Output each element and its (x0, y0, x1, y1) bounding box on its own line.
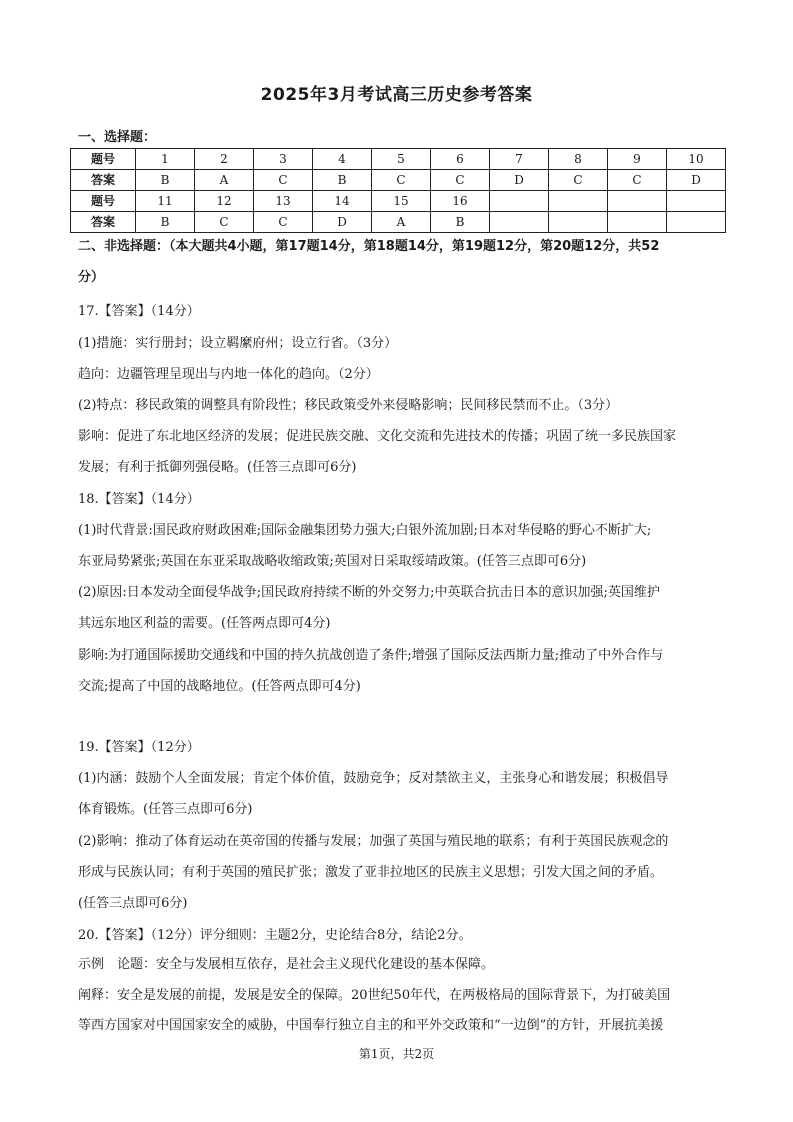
q19-line: (2)影响：推动了体育运动在英帝国的传播与发展；加强了英国与殖民地的联系；有利于英国民族观念的 (78, 834, 669, 849)
answer-table-cell: A (195, 170, 254, 191)
answer-table-cell (549, 191, 608, 212)
answer-table-cell: 5 (372, 149, 431, 170)
q18-line: 影响:为打通国际援助交通线和中国的持久抗战创造了条件;增强了国际反法西斯力量;推动了中外合作与 (78, 648, 664, 663)
q17-line: (1)措施：实行册封；设立羁縻府州；设立行省。（3分） (78, 336, 398, 351)
answer-table-cell: 4 (313, 149, 372, 170)
answer-table (70, 148, 726, 233)
answer-table-cell: 8 (549, 149, 608, 170)
answer-table-cell (490, 212, 549, 233)
answer-table-cell (667, 191, 726, 212)
answer-table-cell: 3 (254, 149, 313, 170)
q17-line: (2)特点：移民政策的调整具有阶段性；移民政策受外来侵略影响；民间移民禁而不止。（3分） (78, 398, 619, 413)
answer-table-cell: C (549, 170, 608, 191)
q17-line: 影响：促进了东北地区经济的发展；促进民族交融、文化交流和先进技术的传播；巩固了统一多民族国家 (78, 429, 677, 444)
answer-table-row (71, 149, 726, 170)
answer-table-cell: D (667, 170, 726, 191)
answer-table-row-label: 答案 (71, 170, 136, 191)
answer-table-cell: D (313, 212, 372, 233)
answer-table-cell: 14 (313, 191, 372, 212)
answer-table-cell: C (372, 170, 431, 191)
answer-table-cell: B (431, 212, 490, 233)
answer-table-cell: 7 (490, 149, 549, 170)
answer-table-cell: C (431, 170, 490, 191)
answer-table-cell: B (136, 212, 195, 233)
q18-line: 交流;提高了中国的战略地位。(任答两点即可4分) (78, 679, 361, 694)
q20-line: 阐释：安全是发展的前提，发展是安全的保障。20世纪50年代，在两极格局的国际背景下，为打破美国 (78, 988, 671, 1003)
answer-table-cell: 2 (195, 149, 254, 170)
answer-table-cell: B (136, 170, 195, 191)
answer-table-cell: 15 (372, 191, 431, 212)
answer-table-cell (490, 191, 549, 212)
answer-table-cell (608, 191, 667, 212)
answer-table-row (71, 212, 726, 233)
q18-line: (1)时代背景:国民政府财政困难;国际金融集团势力强大;白银外流加剧;日本对华侵略的野心不断扩大; (78, 523, 652, 538)
answer-table-row (71, 191, 726, 212)
q17-line: 趋向：边疆管理呈现出与内地一体化的趋向。（2分） (78, 367, 379, 382)
q18-line: 其远东地区利益的需要。(任答两点即可4分) (78, 616, 331, 631)
answer-table-row-label: 答案 (71, 212, 136, 233)
answer-table-cell: D (490, 170, 549, 191)
answer-table-cell: 9 (608, 149, 667, 170)
answer-table-cell: C (195, 212, 254, 233)
section2-heading-line1: 二、非选择题：（本大题共4小题，第17题14分，第18题14分，第19题12分，第20题12分，共52 (78, 239, 660, 254)
answer-table-cell: 1 (136, 149, 195, 170)
answer-table-cell: 12 (195, 191, 254, 212)
answer-table-cell: 6 (431, 149, 490, 170)
answer-table-cell: 16 (431, 191, 490, 212)
page-title: 2025年3月考试高三历史参考答案 (260, 85, 533, 105)
answer-table-cell: A (372, 212, 431, 233)
answer-table-cell: B (313, 170, 372, 191)
section2-heading-line2: 分） (78, 270, 105, 285)
page-footer: 第1页，共2页 (358, 1047, 435, 1061)
answer-table-cell: C (254, 170, 313, 191)
answer-table-cell: 10 (667, 149, 726, 170)
q19-line: (1)内涵：鼓励个人全面发展；肯定个体价值，鼓励竞争；反对禁欲主义，主张身心和谐发展；积极倡导 (78, 771, 669, 786)
q17-head: 17.【答案】（14分） (78, 304, 200, 319)
answer-table-cell: 13 (254, 191, 313, 212)
q20-head: 20.【答案】（12分）评分细则：主题2分，史论结合8分，结论2分。 (78, 928, 472, 943)
answer-table-cell: 11 (136, 191, 195, 212)
q19-head: 19.【答案】（12分） (78, 740, 200, 755)
answer-table-row (71, 170, 726, 191)
q20-line: 示例 论题：安全与发展相互依存，是社会主义现代化建设的基本保障。 (78, 957, 495, 972)
q19-line: 形成与民族认同；有利于英国的殖民扩张；激发了亚非拉地区的民族主义思想；引发大国之间的矛盾。 (78, 865, 664, 880)
answer-table-cell (549, 212, 608, 233)
q20-line: 等西方国家对中国国家安全的威胁，中国奉行独立自主的和平外交政策和“一边倒”的方针，开展抗美援 (78, 1018, 664, 1033)
q18-line: 东亚局势紧张;英国在东亚采取战略收缩政策;英国对日采取绥靖政策。(任答三点即可6分) (78, 554, 587, 569)
answer-table-cell (667, 212, 726, 233)
q18-head: 18.【答案】（14分） (78, 492, 200, 507)
section1-heading: 一、选择题： (78, 130, 157, 145)
answer-table-cell: C (254, 212, 313, 233)
answer-table-cell (608, 212, 667, 233)
q19-line: 体育锻炼。(任答三点即可6分) (78, 802, 253, 817)
answer-table-row-label: 题号 (71, 149, 136, 170)
q18-line: (2)原因:日本发动全面侵华战争;国民政府持续不断的外交努力;中英联合抗击日本的意识加强;英国维护 (78, 585, 660, 600)
q17-line: 发展；有利于抵御列强侵略。(任答三点即可6分) (78, 460, 357, 475)
q19-line: (任答三点即可6分) (78, 896, 188, 911)
answer-table-cell: C (608, 170, 667, 191)
answer-table-row-label: 题号 (71, 191, 136, 212)
